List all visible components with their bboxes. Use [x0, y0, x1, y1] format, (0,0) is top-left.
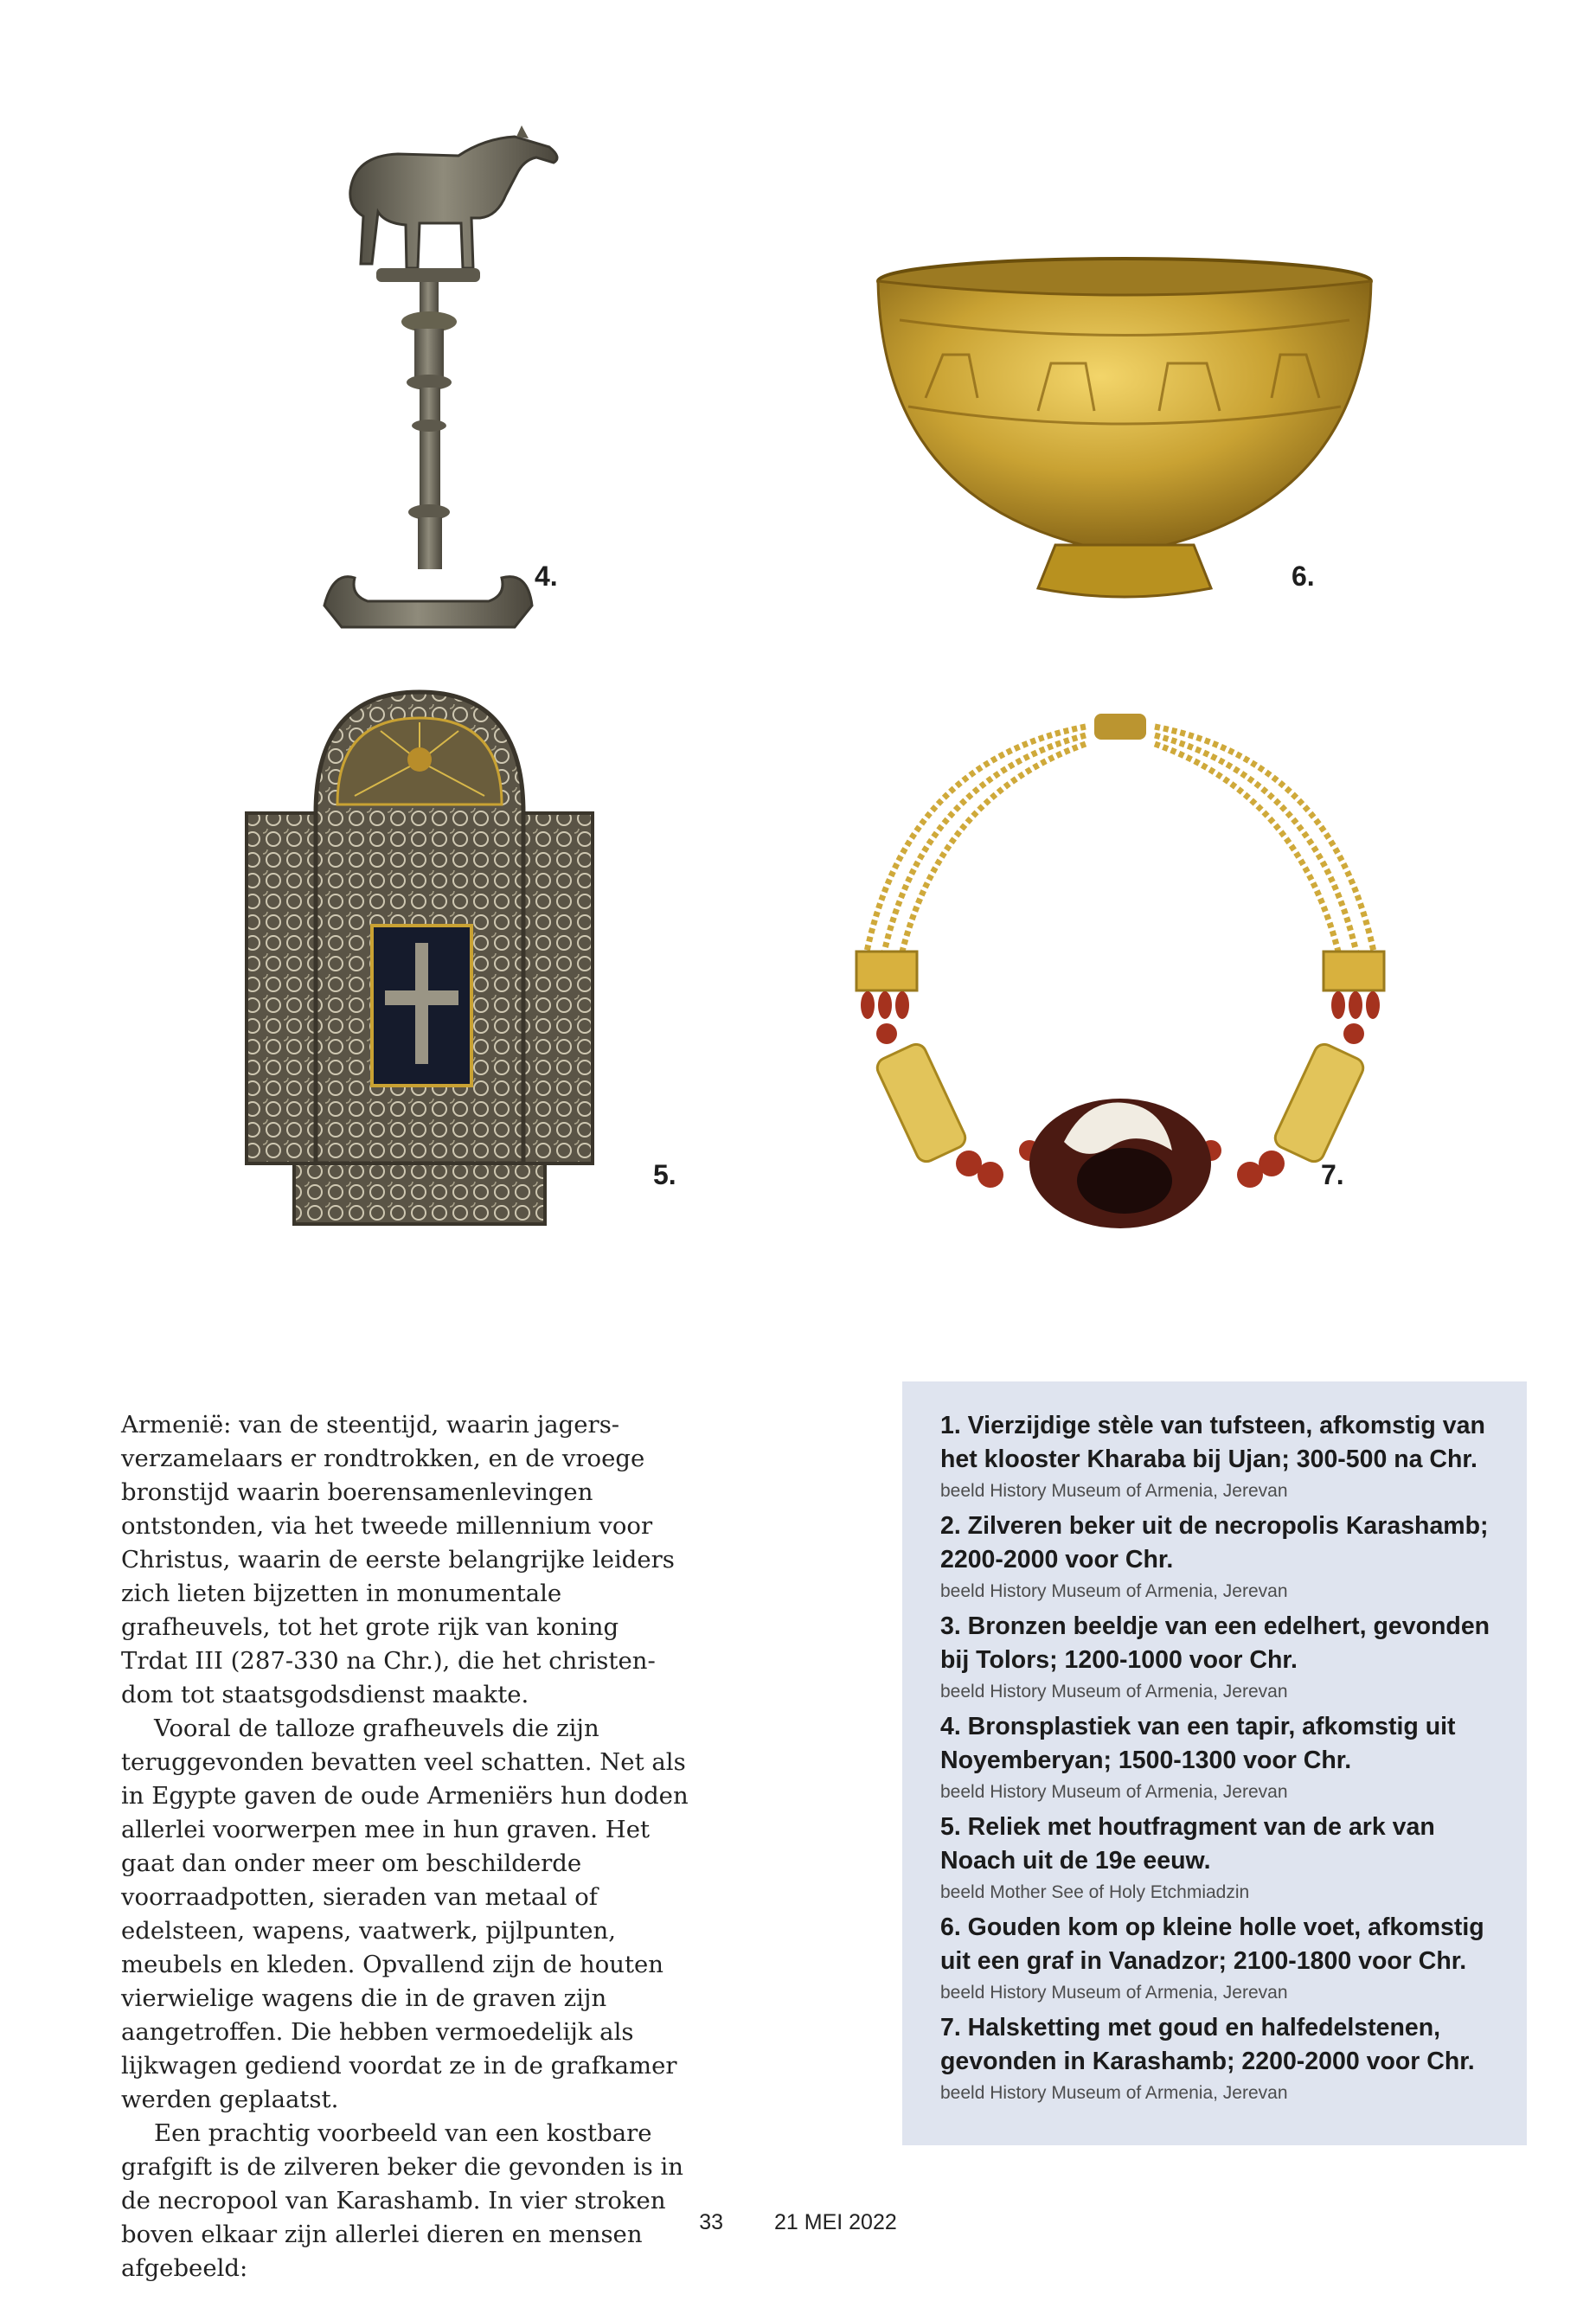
- figure-number-4: 4.: [535, 561, 558, 592]
- caption-item: [940, 2011, 1492, 2108]
- caption-credit: beeld History Museum of Armenia, Jerevan: [940, 2083, 1288, 2103]
- caption-title: 6. Gouden kom op kleine holle voet, afkomstig uit een graf in Vanadzor; 2100-1800 voor Chr.: [940, 1913, 1484, 1975]
- caption-credit: beeld History Museum of Armenia, Jerevan: [940, 1983, 1288, 2003]
- caption-item: [940, 1710, 1492, 1807]
- page-footer: [0, 2210, 1596, 2235]
- caption-item: [940, 1509, 1492, 1606]
- caption-credit: beeld History Museum of Armenia, Jerevan: [940, 1581, 1288, 1601]
- caption-credit: beeld History Museum of Armenia, Jerevan: [940, 1682, 1288, 1702]
- caption-item: [940, 1610, 1492, 1707]
- page-number: 33: [699, 2210, 724, 2234]
- caption-title: 4. Bronsplastiek van een tapir, afkomstig uit Noyemberyan; 1500-1300 voor Chr.: [940, 1713, 1456, 1774]
- issue-date: 21 MEI 2022: [774, 2210, 897, 2234]
- caption-item: [940, 1409, 1492, 1506]
- figure-number-6: 6.: [1292, 561, 1315, 592]
- caption-title: 5. Reliek met houtfragment van de ark van Noach uit de 19e eeuw.: [940, 1813, 1435, 1875]
- caption-title: 1. Vierzijdige stèle van tufsteen, afkomstig van het klooster Kharaba bij Ujan; 300-500 na Chr.: [940, 1412, 1485, 1473]
- reliquary-triptych-icon: [242, 683, 597, 1233]
- article-paragraph: Vooral de talloze grafheuvels die zijn teruggevonden bevatten veel schatten. Net als in Egypte gaven de oude Armeniërs hun doden allerlei voorwerpen mee in hun graven. Het gaat dan onder meer om beschilderde voorraadpotten, sieraden van metaal of edelsteen, wapens, vaatwerk, pijlpunten, meubels en kleden. Opvallend zijn de houten vierwielige wagens die in de graven zijn aangetroffen. Die hebben vermoedelijk als lijkwagen gediend voordat ze in de grafkamer werden geplaatst.: [121, 1715, 689, 2113]
- article-body: [121, 1408, 692, 2285]
- article-paragraph: Armenië: van de steentijd, waarin jagers-verzamelaars er rondtrokken, en de vroege bronstijd waarin boerensamenlevingen ontstonden, via het tweede millennium voor Christus, waarin de eerste belangrijke leiders zich lieten bijzetten in monumentale grafheuvels, tot het grote rijk van koning Trdat III (287-330 na Chr.), die het christendom tot staatsgodsdienst maakte.: [121, 1411, 675, 1708]
- caption-credit: beeld Mother See of Holy Etchmiadzin: [940, 1882, 1250, 1902]
- article-paragraph: Een prachtig voorbeeld van een kostbare grafgift is de zilveren beker die gevonden is in de necropool van Karashamb. In vier stroken boven elkaar zijn allerlei dieren en mensen afgebeeld:: [121, 2119, 684, 2282]
- caption-credit: beeld History Museum of Armenia, Jerevan: [940, 1782, 1288, 1802]
- figure-reliquary: [242, 683, 597, 1233]
- caption-box: [902, 1381, 1527, 2145]
- caption-credit: beeld History Museum of Armenia, Jerevan: [940, 1481, 1288, 1501]
- caption-title: 3. Bronzen beeldje van een edelhert, gevonden bij Tolors; 1200-1000 voor Chr.: [940, 1612, 1490, 1674]
- figure-number-5: 5.: [653, 1159, 676, 1190]
- caption-item: [940, 1911, 1492, 2008]
- figure-tapir-statuette: [316, 121, 567, 640]
- caption-title: 2. Zilveren beker uit de necropolis Karashamb; 2200-2000 voor Chr.: [940, 1512, 1489, 1574]
- figure-number-7: 7.: [1321, 1159, 1344, 1190]
- caption-item: [940, 1811, 1492, 1907]
- tapir-statuette-icon: [316, 121, 567, 640]
- caption-title: 7. Halsketting met goud en halfedelstenen, gevonden in Karashamb; 2200-2000 voor Chr.: [940, 2014, 1475, 2075]
